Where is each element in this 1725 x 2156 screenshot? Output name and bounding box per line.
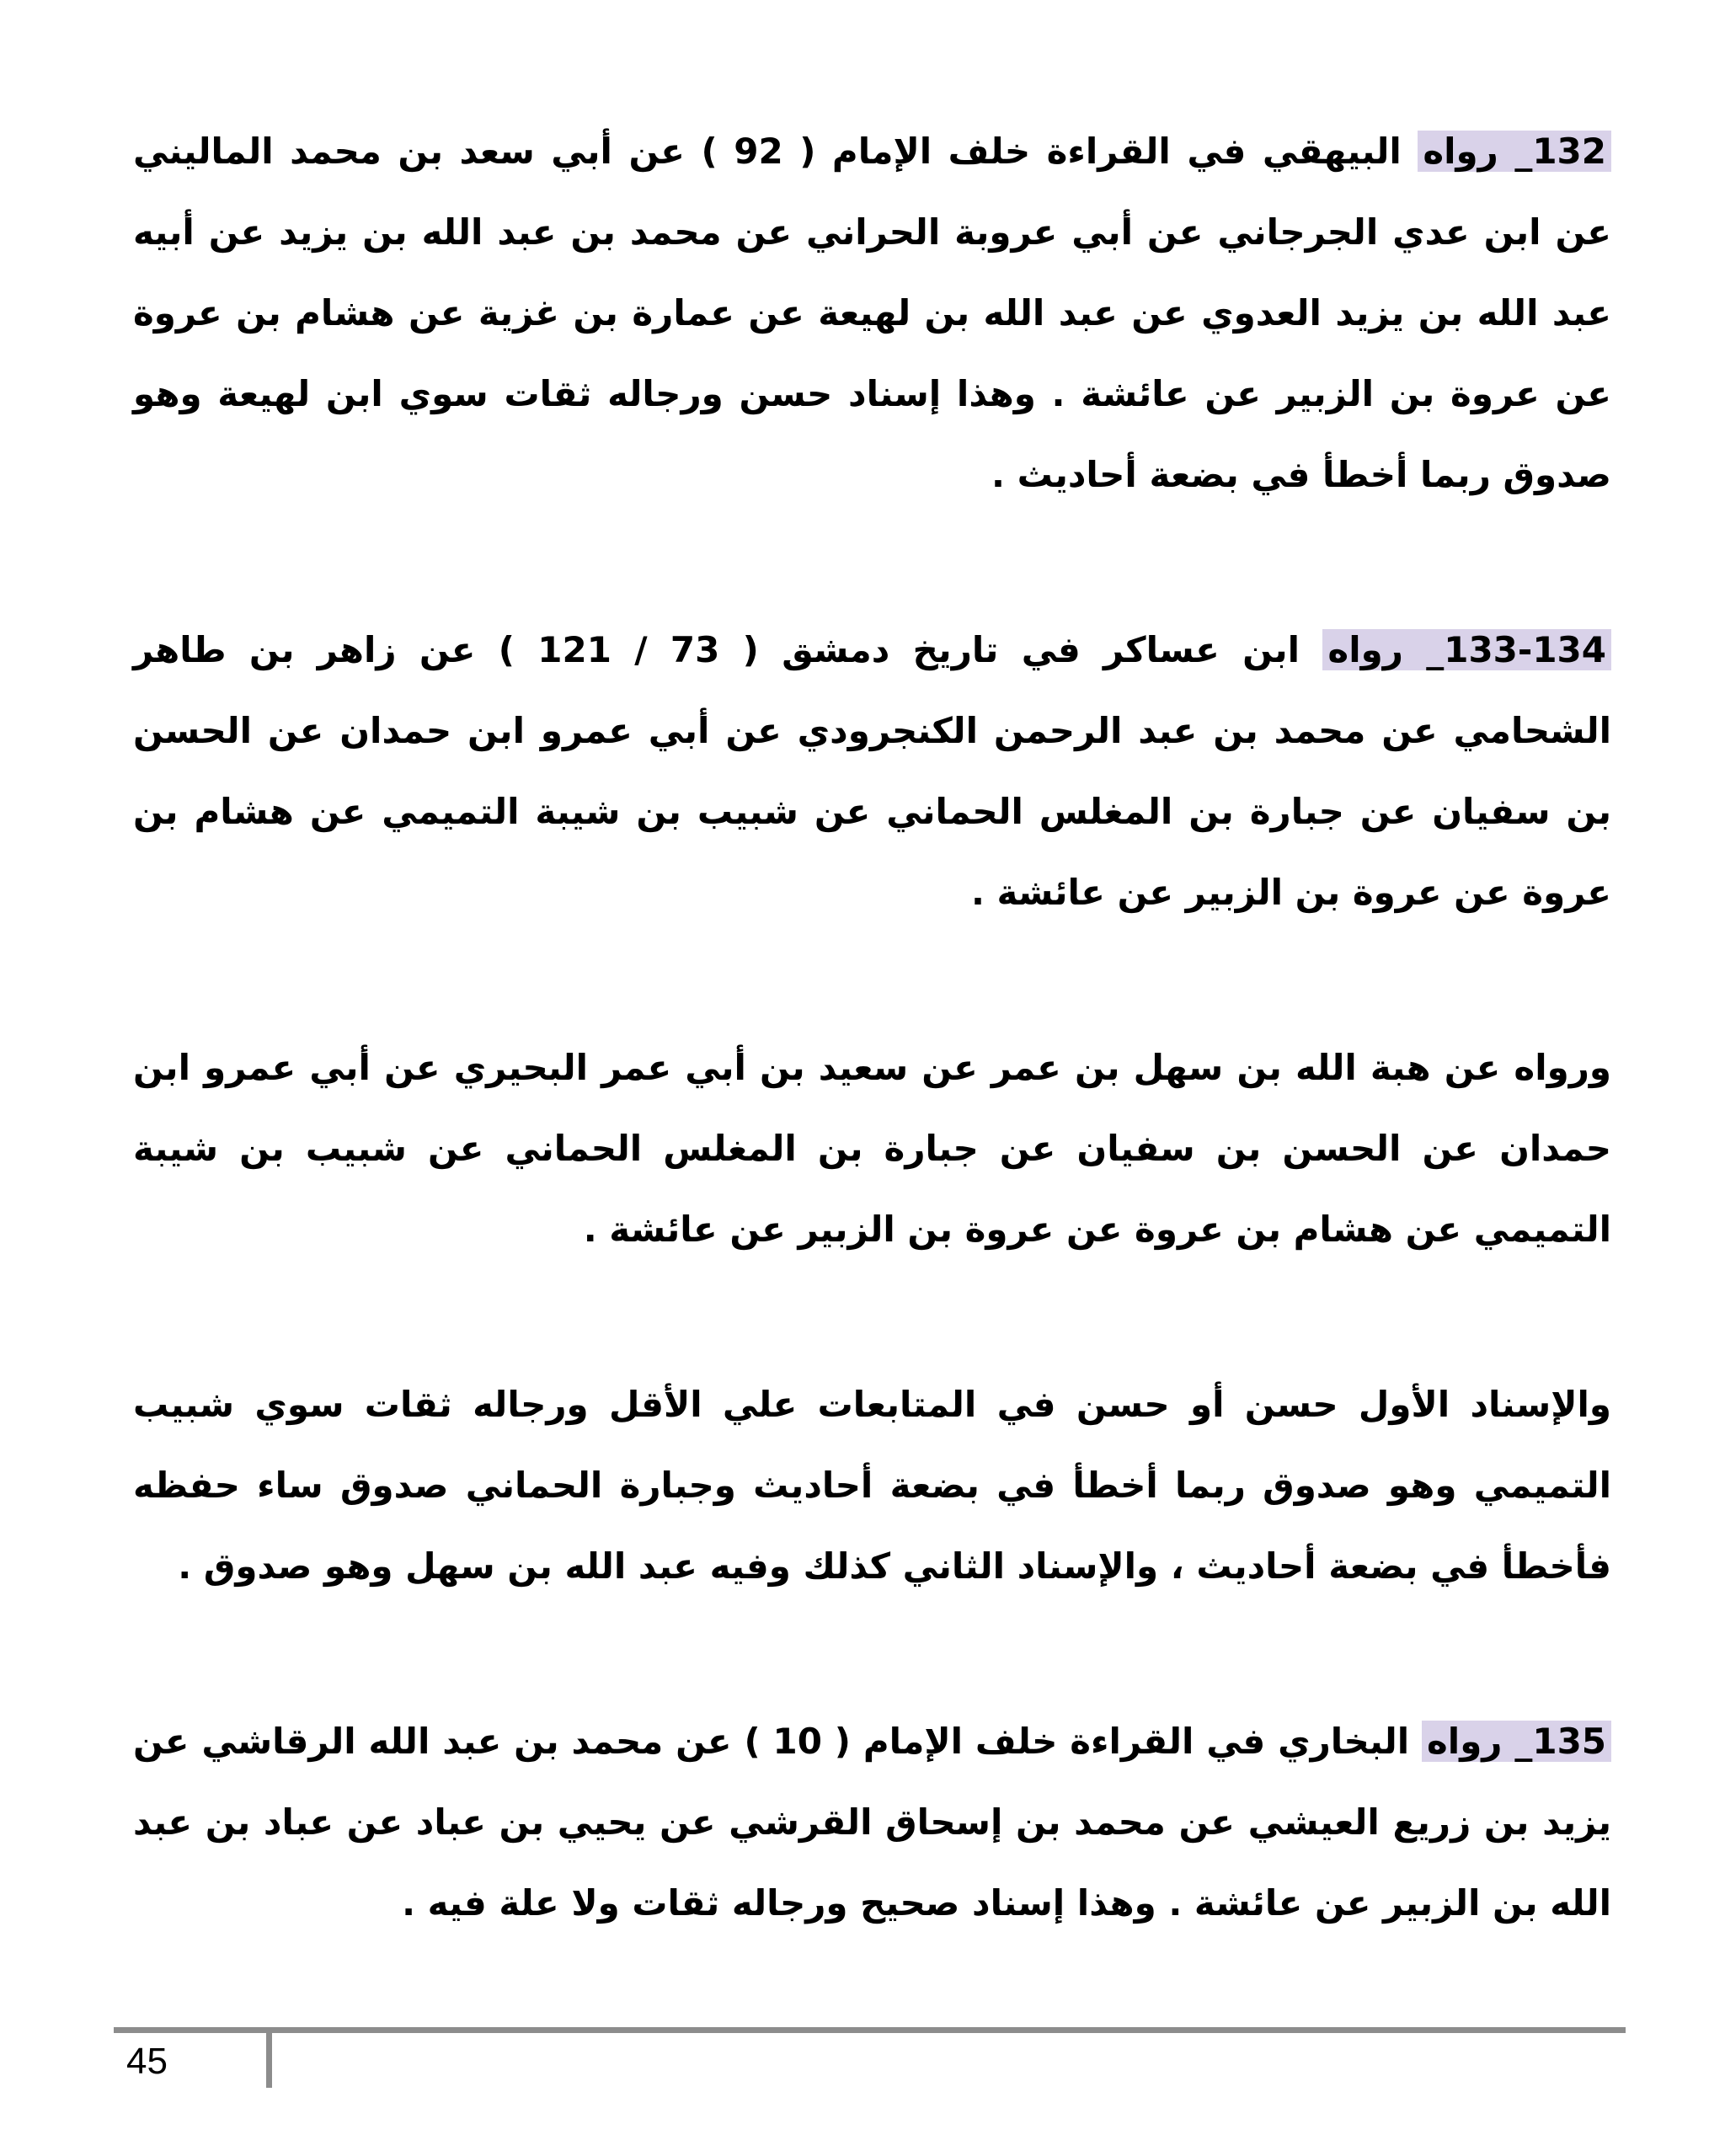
- paragraph-text: البيهقي في القراءة خلف الإمام ( 92 ) عن أبي سعد بن محمد الماليني عن ابن عدي الجرجاني عن أبي عروبة الحراني عن محمد بن عبد الله بن يزيد عن أبيه عبد الله بن يزيد العدوي عن عبد الله بن لهيعة عن عمارة بن غزية عن هشام بن عروة عن عروة بن الزبير عن عائشة . وهذا إسناد حسن ورجاله ثقات سوي ابن لهيعة وهو صدوق ربما أخطأ في بضعة أحاديث .: [133, 131, 1611, 495]
- hadith-lead-word: رواه: [1327, 629, 1403, 670]
- hadith-number: 132_: [1514, 131, 1606, 172]
- hadith-number: 135_: [1514, 1721, 1607, 1762]
- hadith-number-highlight: [1418, 131, 1611, 172]
- hadith-number-highlight: [1322, 629, 1611, 670]
- page-number: 45: [126, 2041, 168, 2082]
- hadith-paragraph-135: [133, 1701, 1611, 1944]
- footer-divider-tick: [266, 2027, 272, 2088]
- hadith-paragraph-132: [133, 111, 1611, 515]
- footer-rule: [114, 2027, 1626, 2033]
- narration-paragraph: [133, 1027, 1611, 1270]
- paragraph-text: ورواه عن هبة الله بن سهل بن عمر عن سعيد بن أبي عمر البحيري عن أبي عمرو ابن حمدان عن الحسن بن سفيان عن جبارة بن المغلس الحماني عن شبيب بن شيبة التميمي عن هشام بن عروة عن عروة بن الزبير عن عائشة .: [133, 1047, 1611, 1250]
- hadith-number-highlight: [1422, 1721, 1611, 1762]
- paragraph-text: والإسناد الأول حسن أو حسن في المتابعات علي الأقل ورجاله ثقات سوي شبيب التميمي وهو صدوق ربما أخطأ في بضعة أحاديث وجبارة الحماني صدوق ساء حفظه فأخطأ في بضعة أحاديث ، والإسناد الثاني كذلك وفيه عبد الله بن سهل وهو صدوق .: [133, 1384, 1611, 1587]
- hadith-number: 133-134_: [1426, 629, 1607, 670]
- paragraph-text: البخاري في القراءة خلف الإمام ( 10 ) عن محمد بن عبد الله الرقاشي عن يزيد بن زريع العيشي عن محمد بن إسحاق القرشي عن يحيي بن عباد عن عباد بن عبد الله بن الزبير عن عائشة . وهذا إسناد صحيح ورجاله ثقات ولا علة فيه .: [133, 1721, 1611, 1924]
- paragraph-text: ابن عساكر في تاريخ دمشق ( 73 / 121 ) عن زاهر بن طاهر الشحامي عن محمد بن عبد الرحمن الكنجرودي عن أبي عمرو ابن حمدان عن الحسن بن سفيان عن جبارة بن المغلس الحماني عن شبيب بن شيبة التميمي عن هشام بن عروة عن عروة بن الزبير عن عائشة .: [133, 629, 1611, 913]
- page-body: [133, 111, 1611, 1944]
- grading-paragraph: [133, 1364, 1611, 1607]
- hadith-paragraph-133-134: [133, 610, 1611, 933]
- hadith-lead-word: رواه: [1427, 1721, 1503, 1762]
- hadith-lead-word: رواه: [1423, 131, 1498, 172]
